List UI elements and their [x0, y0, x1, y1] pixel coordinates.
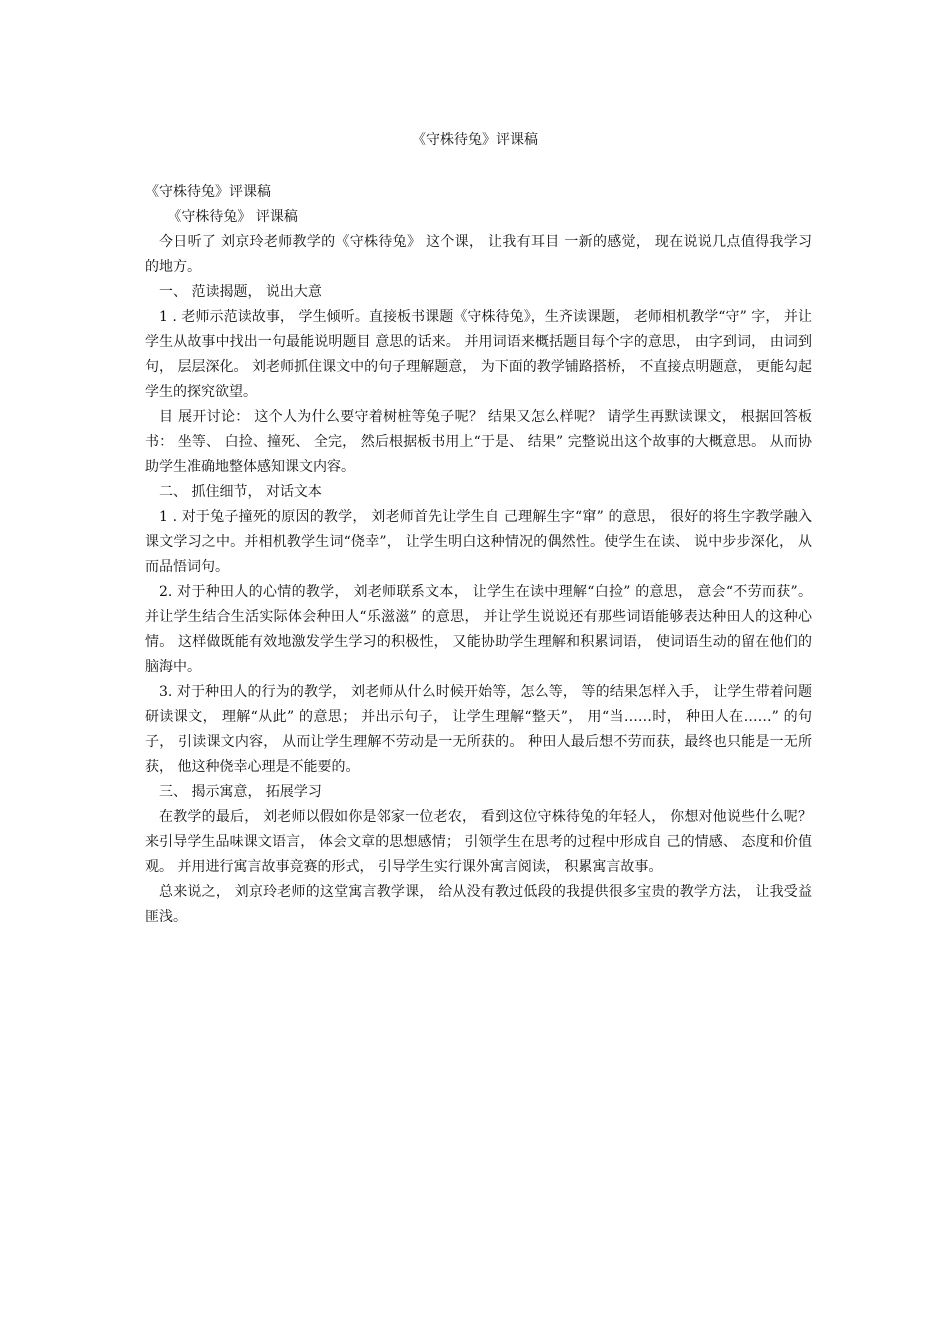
- section-2-paragraph-3: 3. 对于种田人的行为的教学， 刘老师从什么时候开始等，怎么等， 等的结果怎样入手， 让学生带着问题研读课文， 理解“从此” 的意思； 并出示句子， 让学生理解“整天”， 用“当……时， 种田人在……” 的句子， 引读课文内容， 从而让学生理解不劳动是一无所获的。 种田人最后想不劳而获，最终也只能是一无所获， 他这种侥幸心理是不能要的。: [145, 684, 812, 775]
- section-3-paragraph-1: 在教学的最后， 刘老师以假如你是邻家一位老农， 看到这位守株待兔的年轻人， 你想对他说些什么呢？ 来引导学生品味课文语言， 体会文章的思想感情； 引领学生在思考的过程中形成自 己的情感、 态度和价值观。 并用进行寓言故事竞赛的形式， 引导学生实行课外寓言阅读， 积累寓言故事。: [145, 809, 812, 875]
- section-heading-1: 一、 范读揭题， 说出大意: [159, 284, 322, 300]
- section-1-paragraph-1: 1 . 老师示范读故事， 学生倾听。直接板书课题《守株待兔》，生齐读课题， 老师相机教学“守” 字， 并让学生从故事中找出一句最能说明题目 意思的话来。 并用词语来概括题目每个字的意思， 由字到词， 由词到句， 层层深化。 刘老师抓住课文中的句子理解题意， 为下面的教学铺路搭桥， 不直接点明题意， 更能勾起学生的探究欲望。: [145, 309, 812, 400]
- section-2-paragraph-2: 2. 对于种田人的心情的教学， 刘老师联系文本， 让学生在读中理解“白捡” 的意思， 意会“不劳而获”。 并让学生结合生活实际体会种田人“乐滋滋” 的意思， 并让学生说说还有那些词语能够表达种田人的这种心情。 这样做既能有效地激发学生学习的积极性， 又能协助学生理解和积累词语， 使词语生动的留在他们的脑海中。: [145, 584, 812, 675]
- document-title: 《守株待兔》评课稿: [412, 132, 538, 148]
- subtitle-line-1: 《守株待兔》评课稿: [145, 184, 271, 200]
- section-1-paragraph-2: 目 展开讨论： 这个人为什么要守着树桩等兔子呢？ 结果又怎么样呢？ 请学生再默读课文， 根据回答板书： 坐等、 白捡、撞死、 全完， 然后根据板书用上“于是、 结果” 完整说出这个故事的大概意思。 从而协助学生准确地整体感知课文内容。: [145, 409, 812, 475]
- section-heading-2: 二、 抓住细节， 对话文本: [159, 484, 322, 500]
- section-2-paragraph-1: 1 . 对于兔子撞死的原因的教学， 刘老师首先让学生自 己理解生字“窜” 的意思， 很好的将生字教学融入课文学习之中。并相机教学生词“侥幸”， 让学生明白这种情况的偶然性。使学生在读、 说中步步深化， 从而品悟词句。: [145, 509, 812, 575]
- subtitle-line-2: 《守株待兔》 评课稿: [167, 209, 298, 225]
- conclusion-paragraph: 总来说之， 刘京玲老师的这堂寓言教学课， 给从没有教过低段的我提供很多宝贵的教学方法， 让我受益匪浅。: [145, 884, 812, 925]
- document-body: [145, 180, 812, 930]
- intro-paragraph: 今日听了 刘京玲老师教学的《守株待兔》 这个课， 让我有耳目 一新的感觉， 现在说说几点值得我学习 的地方。: [145, 234, 812, 275]
- section-heading-3: 三、 揭示寓意， 拓展学习: [159, 784, 322, 800]
